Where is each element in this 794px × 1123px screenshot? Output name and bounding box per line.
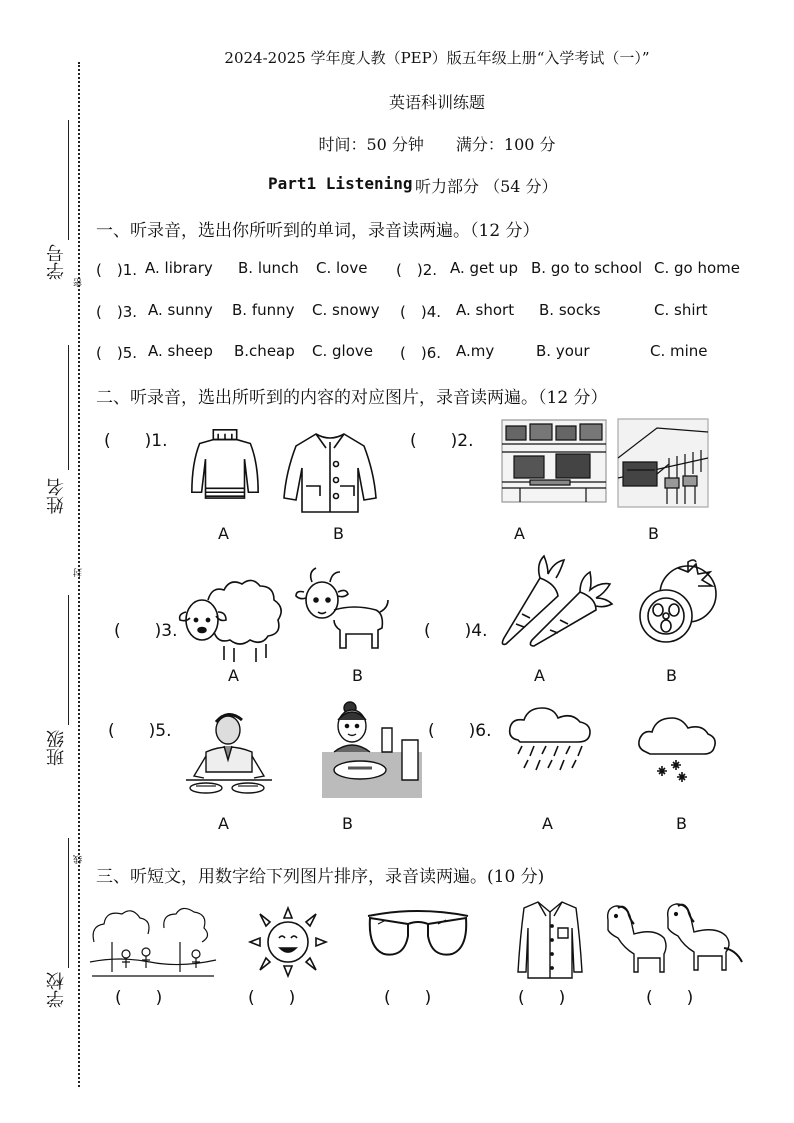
section3-heading: 三、听短文，用数字给下列图片排序，录音读两遍。(10 分) bbox=[96, 867, 545, 887]
label-banji: 班级 bbox=[46, 730, 67, 766]
q2-option-c: C. go home bbox=[654, 259, 741, 277]
q6-option-a: A.my bbox=[456, 342, 495, 360]
goat-picture bbox=[294, 566, 394, 656]
sun-picture bbox=[246, 904, 330, 980]
q6-option-b: B. your bbox=[536, 342, 590, 360]
s2-q5-number: ( )5. bbox=[108, 721, 172, 741]
s2-q2-label-b: B bbox=[648, 524, 659, 543]
q3-option-a: A. sunny bbox=[148, 301, 213, 319]
s2-q6-label-a: A bbox=[542, 814, 553, 833]
label-xingming: 姓名 bbox=[46, 478, 67, 514]
s2-q5-label-a: A bbox=[218, 814, 229, 833]
section1-heading: 一、听录音，选出你所听到的单词，录音读两遍。（12 分） bbox=[96, 221, 540, 241]
s2-q5-label-b: B bbox=[342, 814, 353, 833]
q5-option-b: B.cheap bbox=[234, 342, 295, 360]
s2-q1-label-a: A bbox=[218, 524, 229, 543]
mark-xian: 线 bbox=[74, 855, 84, 864]
q2-option-b: B. go to school bbox=[531, 259, 643, 277]
q1-option-c: C. love bbox=[316, 259, 368, 277]
s2-q4-label-a: A bbox=[534, 666, 545, 685]
section2-heading: 二、听录音，选出所听到的内容的对应图片，录音读两遍。（12 分） bbox=[96, 388, 608, 408]
s2-q1-label-b: B bbox=[333, 524, 344, 543]
q3-number: ( )3. bbox=[96, 303, 138, 321]
q1-option-b: B. lunch bbox=[238, 259, 299, 277]
q4-option-a: A. short bbox=[456, 301, 515, 319]
s2-q3-label-b: B bbox=[352, 666, 363, 685]
s2-q6-label-b: B bbox=[676, 814, 687, 833]
q5-option-a: A. sheep bbox=[148, 342, 213, 360]
horses-picture bbox=[598, 902, 748, 978]
q5-number: ( )5. bbox=[96, 344, 138, 362]
s2-q3-label-a: A bbox=[228, 666, 239, 685]
xuexiao-underline bbox=[68, 838, 69, 968]
q5-option-c: C. glove bbox=[312, 342, 373, 360]
q3-option-c: C. snowy bbox=[312, 301, 380, 319]
sheep-picture bbox=[178, 570, 288, 670]
part-title-cn: 听力部分 （54 分） bbox=[415, 177, 558, 196]
mark-mi: 密 bbox=[74, 278, 84, 287]
shirt-picture bbox=[516, 898, 584, 980]
subject-title: 英语科训练题 bbox=[388, 93, 485, 112]
s3-blank-1[interactable]: ( ) bbox=[115, 988, 163, 1008]
exam-title: 2024-2025 学年度人教（PEP）版五年级上册“入学考试（一）” bbox=[224, 49, 650, 67]
music-room-picture bbox=[617, 418, 709, 508]
s2-q2-label-a: A bbox=[514, 524, 525, 543]
s3-blank-2[interactable]: ( ) bbox=[248, 988, 296, 1008]
girl-breakfast-picture bbox=[322, 700, 422, 798]
q1-number: ( )1. bbox=[96, 261, 138, 279]
s2-q6-number: ( )6. bbox=[428, 721, 492, 741]
time-score: 时间：50 分钟 满分：100 分 bbox=[318, 135, 556, 154]
sweater-picture bbox=[186, 424, 264, 502]
s2-q2-number: ( )2. bbox=[410, 431, 474, 451]
q4-option-c: C. shirt bbox=[654, 301, 708, 319]
mark-feng: 封 bbox=[74, 568, 84, 577]
part-title-en: Part1 Listening bbox=[268, 174, 413, 193]
banji-underline bbox=[68, 595, 69, 725]
s2-q1-number: ( )1. bbox=[104, 431, 168, 451]
q4-number: ( )4. bbox=[400, 303, 442, 321]
park-picture bbox=[90, 902, 216, 980]
q6-option-c: C. mine bbox=[650, 342, 708, 360]
q2-option-a: A. get up bbox=[450, 259, 518, 277]
rainy-cloud-picture bbox=[506, 704, 598, 774]
tomatoes-picture bbox=[634, 558, 724, 646]
s3-blank-3[interactable]: ( ) bbox=[384, 988, 432, 1008]
q1-option-a: A. library bbox=[145, 259, 213, 277]
label-xuexiao: 学校 bbox=[46, 972, 67, 1008]
coat-picture bbox=[282, 428, 378, 516]
q6-number: ( )6. bbox=[400, 344, 442, 362]
s3-blank-5[interactable]: ( ) bbox=[646, 988, 694, 1008]
s2-q4-number: ( )4. bbox=[424, 621, 488, 641]
s2-q4-label-b: B bbox=[666, 666, 677, 685]
q2-number: ( )2. bbox=[396, 261, 438, 279]
q3-option-b: B. funny bbox=[232, 301, 295, 319]
label-xuehao: 学号 bbox=[46, 244, 67, 280]
carrots-picture bbox=[500, 554, 616, 650]
snowy-cloud-picture bbox=[636, 708, 718, 784]
sunglasses-picture bbox=[364, 908, 472, 962]
computer-room-picture bbox=[500, 418, 608, 504]
boy-eating-picture bbox=[186, 708, 272, 798]
xingming-underline bbox=[68, 345, 69, 470]
s2-q3-number: ( )3. bbox=[114, 621, 178, 641]
s3-blank-4[interactable]: ( ) bbox=[518, 988, 566, 1008]
q4-option-b: B. socks bbox=[539, 301, 601, 319]
